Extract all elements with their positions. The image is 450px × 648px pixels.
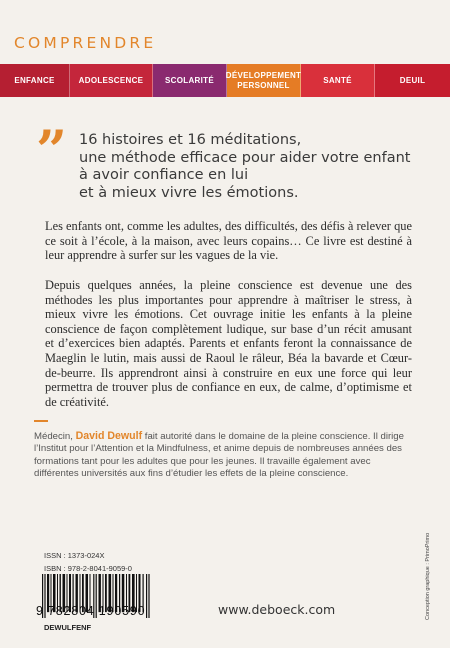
quote-mark-icon: ” [36, 118, 64, 182]
pull-quote [79, 132, 439, 202]
author-bio [34, 430, 415, 481]
design-credit: Conception graphique : PrimoPrimo [425, 532, 431, 620]
isbn: ISBN : 978-2-8041-9059-0 [44, 564, 132, 573]
category-deuil: DEUIL [375, 64, 450, 97]
quote-line: 16 histoires et 16 méditations, [79, 132, 302, 148]
series-title: COMPRENDRE [14, 34, 157, 52]
category-bar [0, 64, 450, 97]
category-adolescence: ADOLESCENCE [70, 64, 153, 97]
author-divider [34, 420, 48, 422]
publisher-website[interactable]: www.deboeck.com [218, 602, 336, 617]
category-sante: SANTÉ [301, 64, 375, 97]
author-bio-text: fait autorité dans le domaine de la pleine conscience. Il dirige l’Institut pour l’Attention et la Mindfulness, et anime depuis de nombreuses années des formations tant pour les adultes que pour les jeunes. Il travaille également avec différentes universités aux fins d’étudier les effets de la pleine conscience. [34, 431, 404, 480]
intro-paragraph: Les enfants ont, comme les adultes, des difficultés, des défis à relever que ce soit à l’école, à la maison, avec leurs copains… Ce livre est destiné à leur apprendre à surfer sur les vagues de la vie. [45, 219, 412, 263]
category-scolarite: SCOLARITÉ [153, 64, 227, 97]
barcode-digits: 9 782804 190590 [36, 604, 146, 618]
author-name: David Dewulf [75, 430, 143, 442]
quote-line: une méthode efficace pour aider votre enfant [79, 149, 411, 166]
quote-line: à avoir confiance en lui [79, 167, 249, 183]
description-paragraph: Depuis quelques années, la pleine conscience est devenue une des méthodes les plus importantes pour apprendre à maîtriser le stress, à mieux vivre les émotions. Cet ouvrage initie les enfants à la pleine conscience de façon complètement ludique, sur base d’un récit amusant et d’exercices bien adaptés. Parents et enfants feront la connaissance de Maeglin le lutin, mais aussi de Raoul le râleur, Béa la bavarde et Cœur-de-beurre. Ils apprendront ainsi à construire en eux une force qui leur permettra de trouver plus de confiance en eux, de calme, d’optimisme et de créativité. [45, 278, 412, 409]
header-strip [0, 0, 450, 64]
edition-code: DEWULFENF [44, 623, 92, 632]
category-developpement-personnel: DÉVELOPPEMENT PERSONNEL [227, 64, 301, 97]
category-enfance: ENFANCE [0, 64, 70, 97]
quote-line: et à mieux vivre les émotions. [79, 184, 299, 201]
issn: ISSN : 1373-024X [44, 551, 105, 560]
author-prefix: Médecin, [34, 431, 76, 442]
